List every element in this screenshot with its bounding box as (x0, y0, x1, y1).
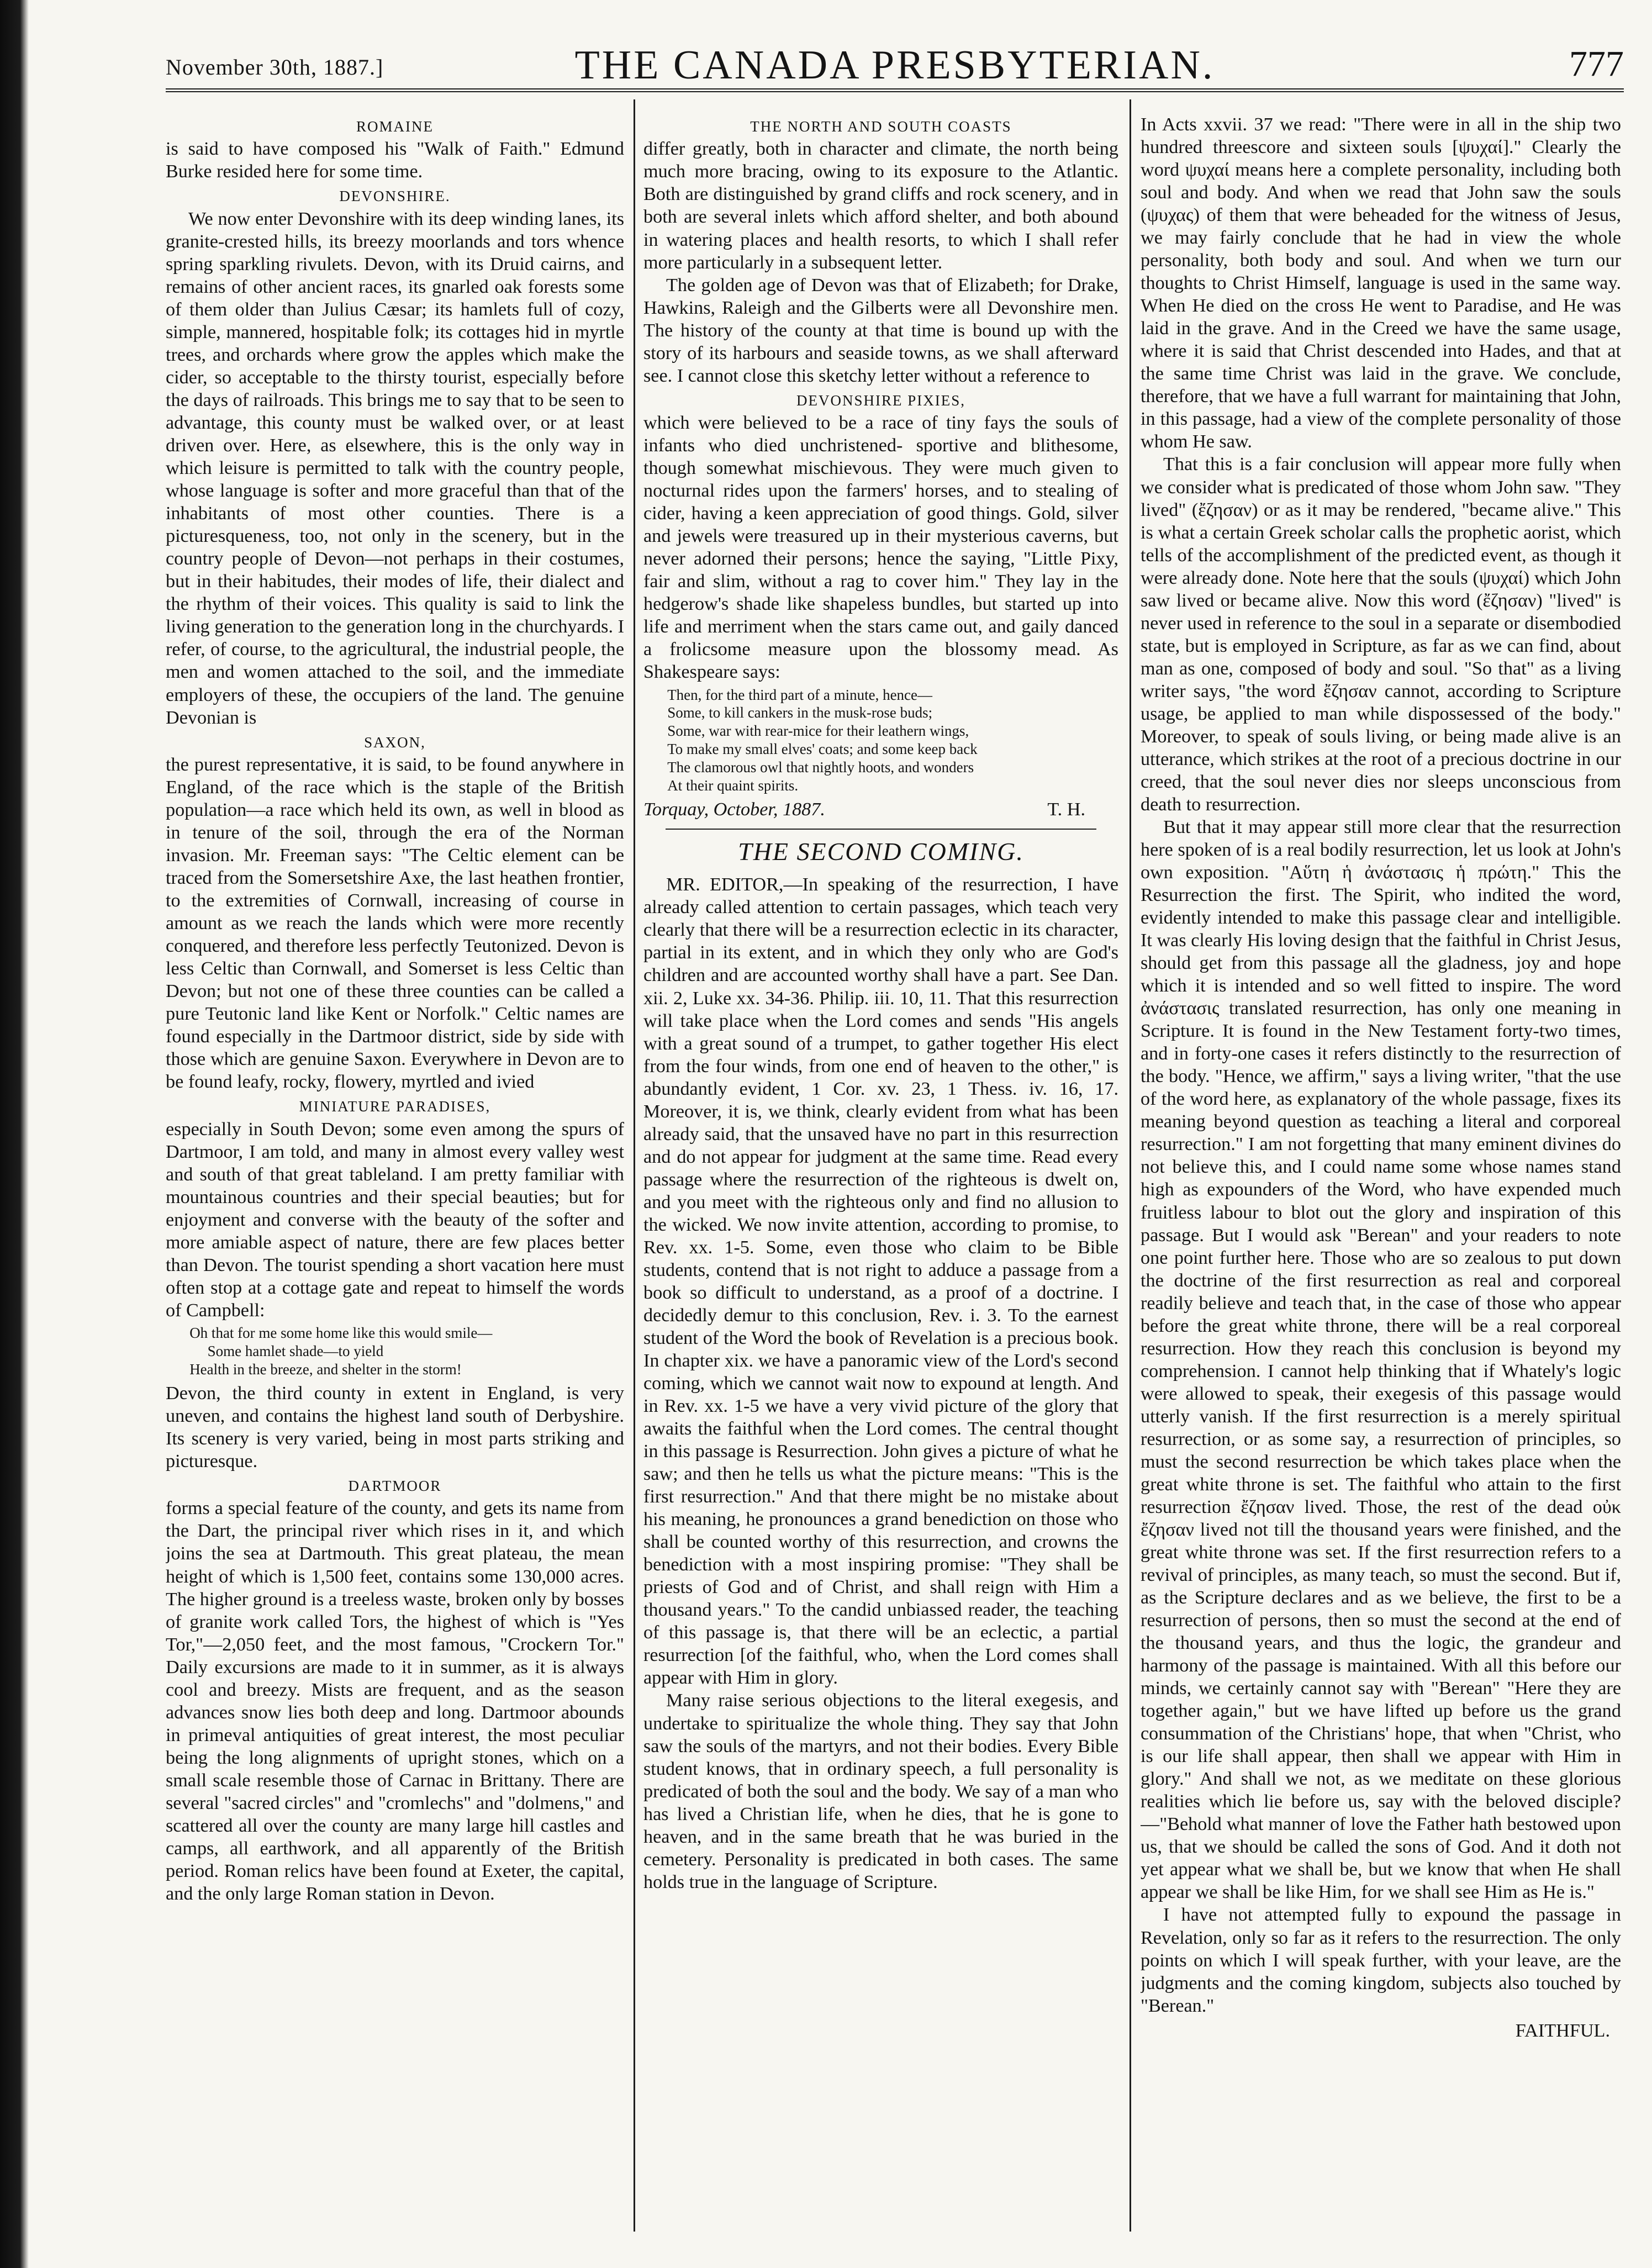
article-title: THE SECOND COMING. (666, 829, 1096, 867)
column-middle (643, 113, 1118, 2229)
poem-line: At their quaint spirits. (667, 777, 799, 794)
paragraph: forms a special feature of the county, and gets its name from the Dart, the principal river which rises in it, and which joins the sea at Dartmouth. This great plateau, the mean height of which is 1,500 feet, contains some 130,000 acres. The higher ground is a treeless waste, broken only by bosses of granite work called Tors, the highest of which is "Yes Tor,"—2,050 feet, and the most famous, "Crockern Tor." Daily excursions are made to it in summer, as it is always cool and breezy. Mists are frequent, and as the season advances snow lies both deep and long. Dartmoor abounds in primeval antiquities of great interest, the most peculiar being the long alignments of upright stones, which on a small scale resemble those of Carnac in Brittany. There are several "sacred circles" and "cromlechs" and "dolmens," and scattered all over the county are many large hill castles and camps, all earthwork, and all apparently of the British period. Roman relics have been found at Exeter, the capital, and the only large Roman station in Devon. (166, 1498, 624, 1904)
column-right (1141, 113, 1621, 2229)
section-heading: DEVONSHIRE PIXIES, (796, 392, 965, 409)
poem-line: To make my small elves' coats; and some keep back (667, 741, 978, 758)
section-heading: ROMAINE (356, 118, 434, 135)
poem-line: Oh that for me some home like this would smile— (189, 1325, 493, 1342)
section-heading: DEVONSHIRE. (339, 188, 451, 205)
column-rule (1130, 99, 1131, 2232)
paragraph: We now enter Devonshire with its deep winding lanes, its granite-crested hills, its breezy moorlands and tors whence spring sparkling rivulets. Devon, with its Druid cairns, and remains of other ancient races, its gnarled oak forests some of them older than Julius Cæsar; its hamlets full of cozy, simple, mannered, hospitable folk; its cottages hid in myrtle trees, and orchards where grow the apples which make the cider, so acceptable to the thirsty tourist, especially before the days of railroads. This brings me to say that to be seen to advantage, this county must be walked over, or at least driven over. Here, as elsewhere, this is the only way in which leisure is permitted to talk with the country people, whose language is softer and more graceful than that of the inhabitants of most other counties. There is a picturesqueness, too, not only in the scenery, but in the country people of Devon—not perhaps in their costumes, but in their habitudes, their modes of life, their dialect and the rhythm of their voices. This quality is said to link the living generation to the generation long in the churchyards. I refer, of course, to the agricultural, the industrial people, the men and women attached to the soil, and the immediate employers of these, the occupiers of the land. The genuine Devonian is (166, 208, 624, 728)
poem-quote (667, 686, 1118, 795)
paragraph: is said to have composed his "Walk of Faith." Edmund Burke resided here for some time. (166, 139, 624, 182)
paragraph: The golden age of Devon was that of Elizabeth; for Drake, Hawkins, Raleigh and the Gilberts were all Devonshire men. The history of the county at that time is bound up with the story of its harbours and seaside towns, as we shall afterward see. I cannot close this sketchy letter without a reference to (643, 275, 1118, 386)
paragraph: differ greatly, both in character and climate, the north being much more bracing, owing to its exposure to the Atlantic. Both are distinguished by grand cliffs and rock scenery, and in both are several inlets which afford shelter, and both abound in watering places and health resorts, to which I shall refer more particularly in a subsequent letter. (643, 139, 1118, 273)
issue-date: November 30th, 1887.] (166, 55, 384, 80)
page-number: 777 (1569, 44, 1624, 84)
paragraph: Many raise serious objections to the literal exegesis, and undertake to spiritualize the whole thing. They say that John saw the souls of the martyrs, and not their bodies. Every Bible student knows, that in ordinary speech, a full personality is predicated of both the soul and the body. We say of a man who has lived a Christian life, when he dies, that he is gone to heaven, and in the same breath that he was buried in the cemetery. Personality is predicated in both cases. The same holds true in the language of Scripture. (643, 1690, 1118, 1892)
paragraph: In Acts xxvii. 37 we read: "There were in all in the ship two hundred threescore and sixteen souls [ψυχαί]." Clearly the word ψυχαί means here a complete personality, including both soul and body. And when we read that John saw the souls (ψυχας) of them that were beheaded for the witness of Jesus, we may fairly conclude that he had in view the whole personality, both body and soul. And when we turn our thoughts to Christ Himself, language is used in the same way. When He died on the cross He went to Paradise, and He was laid in the grave. And in the Creed we have the same usage, where it is said that Christ descended into Hades, and that at the same time Christ was laid in the grave. We conclude, therefore, that we have a full warrant for maintaining that John, in this passage, had a view of the complete personality of those whom He saw. (1141, 114, 1621, 452)
section-heading: THE NORTH AND SOUTH COASTS (750, 118, 1012, 135)
letter-dateline (643, 798, 1118, 821)
poem-quote (189, 1324, 624, 1379)
poem-line: Health in the breeze, and shelter in the storm! (189, 1360, 462, 1378)
section-heading: SAXON, (364, 734, 426, 751)
publication-title: THE CANADA PRESBYTERIAN. (574, 43, 1215, 88)
poem-line: Then, for the third part of a minute, hence— (667, 686, 933, 703)
author-initials: T. H. (1047, 799, 1085, 820)
section-heading: MINIATURE PARADISES, (299, 1098, 491, 1115)
binding-edge (0, 0, 29, 2268)
masthead (166, 39, 1624, 105)
paragraph: I have not attempted fully to expound the passage in Revelation, only so far as it refers to the resurrection. The only points on which I will speak further, with your leave, are the judgments and the coming kingdom, subjects also touched by "Berean." (1141, 1905, 1621, 2016)
paragraph: MR. EDITOR,—In speaking of the resurrection, I have already called attention to certain passages, which teach very clearly that there will be a resurrection eclectic in its character, partial in its extent, and in which they only who are God's children and are accounted worthy shall have a part. See Dan. xii. 2, Luke xx. 34-36. Philip. iii. 10, 11. That this resurrection will take place when the Lord comes and sends "His angels with a great sound of a trumpet, to gather together His elect from the four winds, from one end of heaven to the other," is abundantly evident, 1 Cor. xv. 23, 1 Thess. iv. 16, 17. Moreover, it is, we think, clearly evident from what has been already said, that the unsaved have no part in this resurrection and do not appear for judgment at the same time. Read every passage where the resurrection of the righteous is dwelt on, and you meet with the righteous only and find no allusion to the wicked. We now invite attention, according to promise, to Rev. xx. 1-5. Some, even those who claim to be Bible students, contend that is not right to adduce a passage from a book so difficult to understand, as a proof of a doctrine. I decidedly demur to this conclusion, Rev. i. 3. To the earnest student of the Word the book of Revelation is a precious book. In chapter xix. we have a panoramic view of the Lord's second coming, which we cannot wait now to expound at length. And in Rev. xx. 1-5 we have a very vivid picture of the glory that awaits the faithful when the Lord comes. The central thought in this passage is Resurrection. John gives a picture of what he saw; and then he tells us what the picture means: "This is the first resurrection." And that there might be no mistake about his meaning, he pronounces a grand benediction on those who shall be counted worthy of this resurrection, and crowns the benediction with a most inspiring promise: "They shall be priests of God and of Christ, and shall reign with Him a thousand years." To the candid unbiassed reader, the teaching of this passage is, that there will be an eclectic, a partial resurrection [of the faithful, who, when the Lord comes shall appear with Him in glory. (643, 874, 1118, 1689)
paragraph: which were believed to be a race of tiny fays the souls of infants who died unchristened- sportive and blithesome, though somewhat mischievous. They were much given to nocturnal rides upon the farmers' horses, and to stealing of cider, having a keen appreciation of good things. Gold, silver and jewels were treasured up in their mysterious caverns, but never adorned their persons; hence the saying, "Little Pixy, fair and slim, without a rag to cover him." They lay in the hedgerow's shade like shapeless bundles, but started up into life and merriment when the stars came out, and gaily danced a frolicsome measure upon the blossomy mead. As Shakespeare says: (643, 413, 1118, 683)
paragraph: Devon, the third county in extent in England, is very uneven, and contains the highest land south of Derbyshire. Its scenery is very varied, being in most parts striking and picturesque. (166, 1383, 624, 1471)
paragraph: But that it may appear still more clear that the resurrection here spoken of is a real bodily resurrection, let us look at John's own exposition. "Αὕτη ἡ ἀνάστασις ἡ πρώτη." This the Resurrection the first. The Spirit, who indited the word, evidently intended to make this passage clear and intelligible. It was clearly His loving design that the faithful in Christ Jesus, should get from this passage all the gladness, joy and hope which it is intended and so well fitted to inspire. The word ἀνάστασις translated resurrection, has only one meaning in Scripture. It is found in the New Testament forty-two times, and in forty-one cases it refers distinctly to the resurrection of the body. "Hence, we affirm," says a living writer, "that the use of the word here, as explanatory of the whole passage, fixes its meaning beyond question as teaching a literal and corporeal resurrection." I am not forgetting that many eminent divines do not believe this, and I could name some whose names stand high as expounders of the Word, who have expended much fruitless labour to blot out the glory and inspiration of this passage. But I would ask "Berean" and your readers to note one point further here. Those who are so zealous to put down the doctrine of the first resurrection as real and corporeal readily believe and teach that, in the case of those who appear before the great white throne, there will be a real corporeal resurrection. How they reach this conclusion is beyond my comprehension. I cannot help thinking that if Whately's logic were allowed to speak, their exegesis of this passage would utterly vanish. If the first resurrection is a merely spiritual resurrection, or as some say, a resurrection of principles, so must the second resurrection be which takes place when the great white throne is set. The faithful who attain to the first resurrection ἔζησαν lived. Those, the rest of the dead οὐκ ἔζησαν lived not till the thousand years were finished, and the great white throne was set. If the first resurrection refers to a revival of principles, as many teach, so must the second. But if, as the Scripture declares and as we believe, the first to be a resurrection of persons, then so must the second at the end of the thousand years, and thus the logic, the grandeur and harmony of the passage is maintained. With all this before our minds, we certainly cannot say with "Berean" "Here they are together again," but we have lifted up before us the grand consummation of the Christians' hope, that when "Christ, who is our life shall appear, then shall we appear with Him in glory." And shall we not, as we meditate on these glorious realities which lie before us, say with the beloved disciple?—"Behold what manner of love the Father hath bestowed upon us, that we should be called the sons of God. And it doth not yet appear what we shall be, but we know that when He shall appear we shall be like Him, for we shall see Him as He is." (1141, 816, 1621, 1903)
poem-line: Some hamlet shade—to yield (207, 1343, 384, 1360)
poem-line: Some, war with rear-mice for their leathern wings, (667, 722, 969, 740)
header-rule (166, 88, 1624, 92)
paragraph: the purest representative, it is said, to be found anywhere in England, of the race which is the staple of the British population—a race which held its own, as well in blood as in tenure of the soil, through the era of the Norman invasion. Mr. Freeman says: "The Celtic element can be traced from the Somersetshire Axe, the last heathen frontier, to the extremities of Cornwall, increasing of course in amount as we reach the lands which were more recently conquered, and therefore less perfectly Teutonized. Devon is less Celtic than Cornwall, and Somerset is less Celtic than Devon; but not one of these three counties can be called a pure Teutonic land like Kent or Norfolk." Celtic names are found especially in the Dartmoor district, side by side with those which are genuine Saxon. Everywhere in Devon are to be found leafy, rocky, flowery, myrtled and ivied (166, 754, 624, 1093)
poem-line: The clamorous owl that nightly hoots, and wonders (667, 759, 974, 776)
paragraph: That this is a fair conclusion will appear more fully when we consider what is predicated of those whom John saw. "They lived" (ἔζησαν) or as it may be rendered, "became alive." This is what a certain Greek scholar calls the prophetic aorist, which tells of the accomplishment of the predicted event, as though it were already done. Note here that the souls (ψυχαί) which John saw lived or became alive. Now this word (ἔζησαν) "lived" is never used in reference to the soul in a separate or disembodied state, but is employed in Scripture, as far as we can find, about man as one, composed of body and soul. "So that" as a living writer says, "the word ἔζησαν cannot, according to Scripture usage, be applied to man while dispossessed of the body." Moreover, to speak of souls living, or being made alive is an utterance, which strikes at the root of a precious doctrine in our creed, that the soul never dies nor sleeps unconscious from death to resurrection. (1141, 454, 1621, 815)
poem-line: Some, to kill cankers in the musk-rose buds; (667, 704, 933, 721)
column-left (166, 113, 624, 2229)
signature: FAITHFUL. (1515, 2020, 1610, 2041)
section-heading: DARTMOOR (348, 1478, 442, 1495)
dateline-place-date: Torquay, October, 1887. (643, 799, 825, 820)
column-rule (634, 99, 635, 2232)
paragraph: especially in South Devon; some even among the spurs of Dartmoor, I am told, and many in almost every valley west and south of that great tableland. I am pretty familiar with mountainous countries and their special beauties; but for enjoyment and converse with the beauty of the softer and more amiable aspect of nature, there are few places better than Devon. The tourist spending a short vacation here must often stop at a cottage gate and repeat to himself the words of Campbell: (166, 1119, 624, 1321)
